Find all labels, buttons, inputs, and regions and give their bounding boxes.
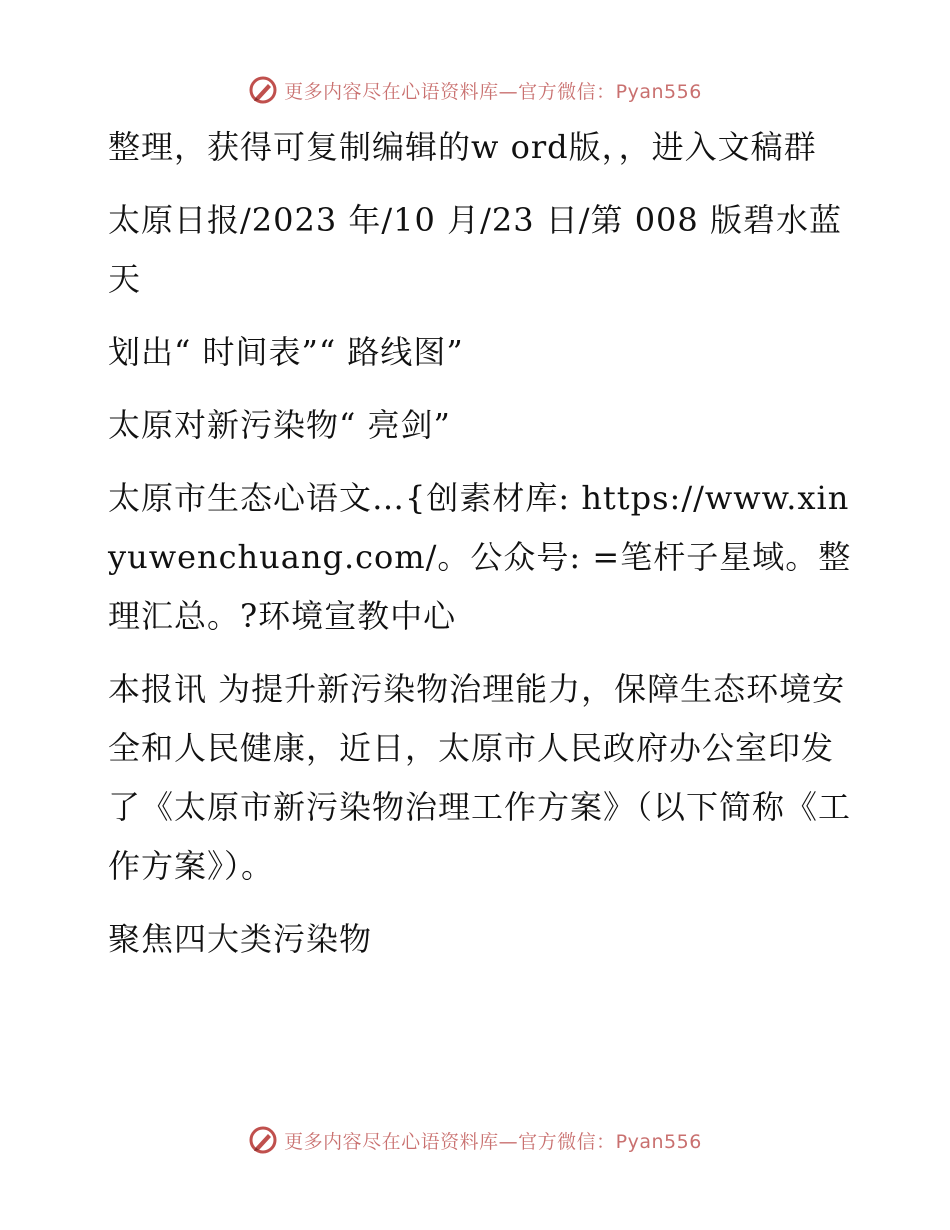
header-banner-text: 更多内容尽在心语资料库—官方微信：Pyan556 [284, 80, 702, 103]
header-banner [0, 70, 950, 110]
footer-banner-inner [248, 1125, 702, 1155]
pen-circle-logo-icon [248, 1125, 278, 1155]
pen-circle-logo-icon [248, 75, 278, 105]
paragraph-3: 太原市生态心语文…{创素材库: https://www.xinyuwenchuang.com/。公众号: =笔杆子星域。整理汇总。?环境宣教中心 [108, 479, 852, 635]
section-heading: 聚焦四大类污染物 [108, 920, 373, 958]
headline-2: 太原对新污染物“ 亮剑” [108, 406, 451, 444]
paragraph-1: 整理，获得可复制编辑的w ord版，，进入文稿群 [108, 128, 817, 166]
paragraph-2: 太原日报/2023 年/10 月/23 日/第 008 版碧水蓝天 [108, 201, 842, 298]
paragraph-4: 本报讯 为提升新污染物治理能力，保障生态环境安全和人民健康，近日，太原市人民政府办公室印发了《太原市新污染物治理工作方案》（以下简称《工作方案》）。 [108, 670, 852, 885]
header-banner-inner [248, 75, 702, 105]
headline-1: 划出“ 时间表”“ 路线图” [108, 333, 464, 371]
footer-banner [0, 1120, 950, 1160]
document-body [96, 118, 856, 969]
footer-banner-text: 更多内容尽在心语资料库—官方微信：Pyan556 [284, 1130, 702, 1153]
